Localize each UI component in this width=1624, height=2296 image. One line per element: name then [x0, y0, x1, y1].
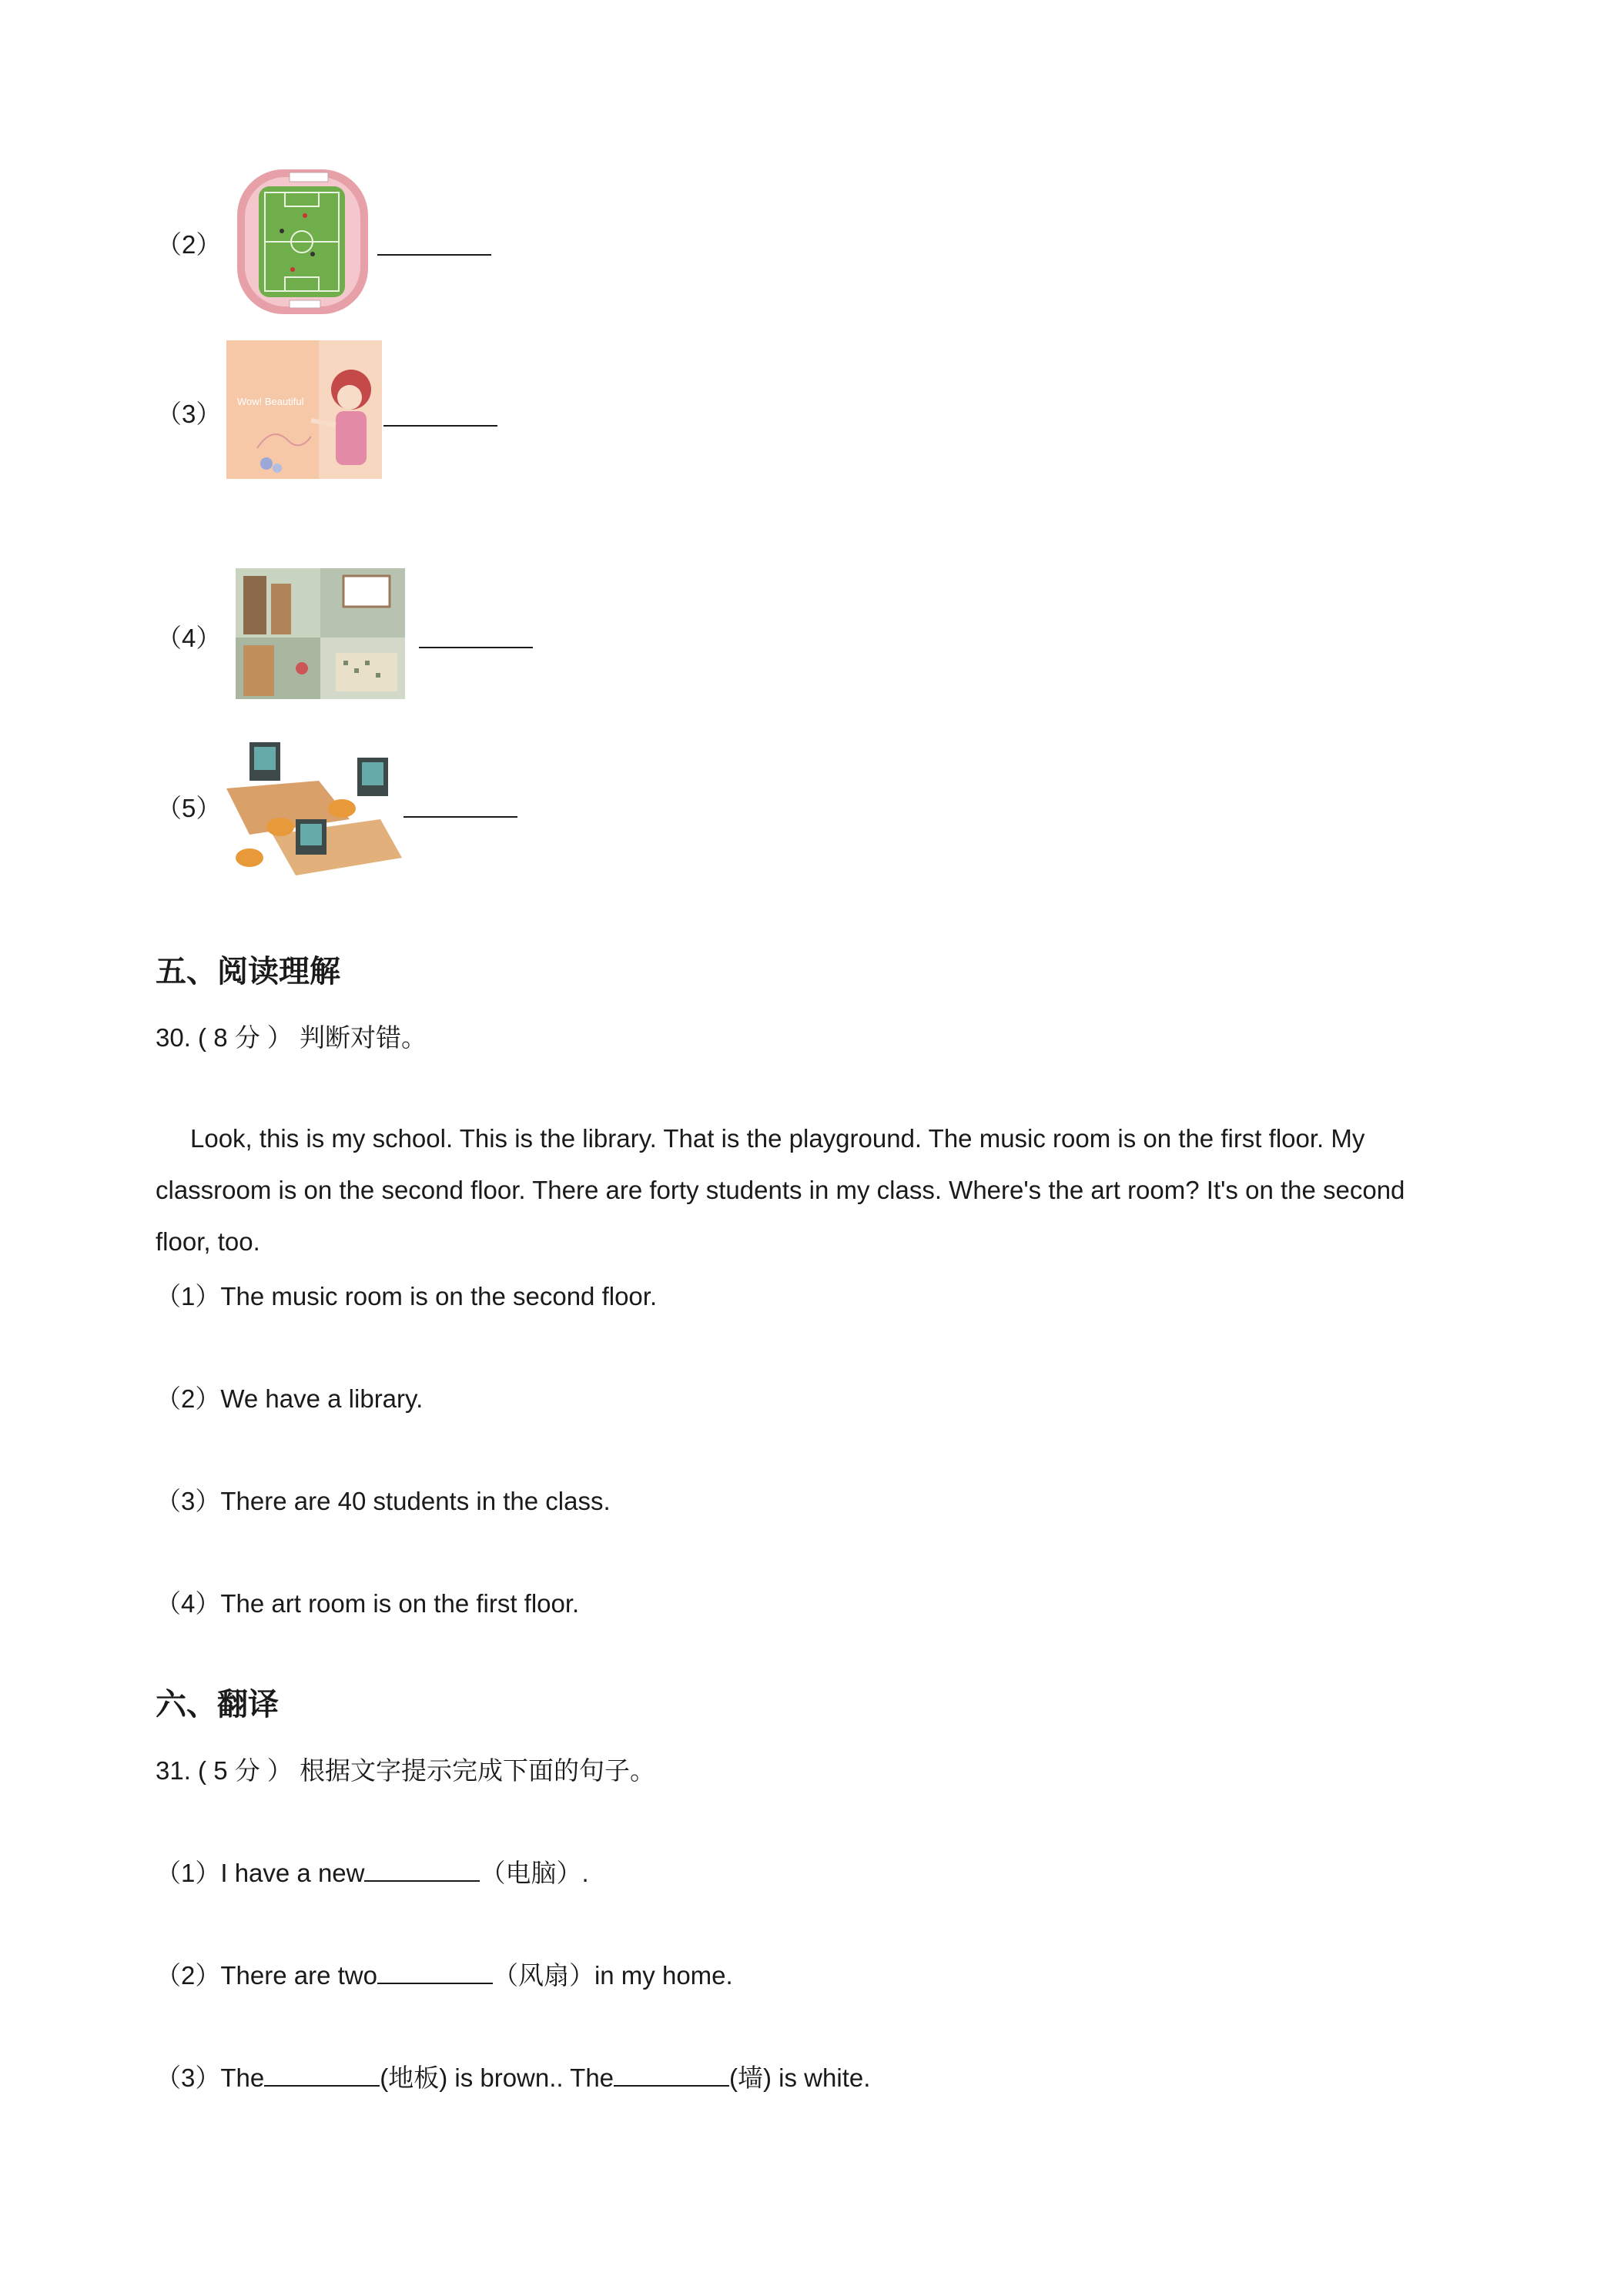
section-6-heading: 六、翻译: [156, 1686, 279, 1722]
playground-picture: [228, 162, 376, 320]
translation-3-hint: (地板) is brown.. The: [380, 2063, 614, 2092]
translation-item-3: [156, 2058, 870, 2094]
translation-1-prefix: （1）I have a new: [156, 1859, 365, 1887]
item-4-number: （4）: [156, 624, 222, 652]
translation-3-blank-floor[interactable]: [264, 2062, 380, 2087]
item-4-blank[interactable]: [419, 624, 533, 648]
item-3-number: （3）: [156, 400, 222, 428]
computer-room-picture: [226, 735, 402, 875]
statement-2: （2）We have a library.: [156, 1384, 424, 1413]
translation-2-blank[interactable]: [377, 1960, 493, 1984]
library-picture: [228, 561, 417, 702]
reading-passage: Look, this is my school. This is the library. That is the playground. The music room is on the first floor. My classroom is on the second floor. There are forty students in my class. Where's the art room? It's on the second floor, too.: [156, 1124, 1405, 1256]
translation-2-prefix: （2）There are two: [156, 1961, 377, 1990]
translation-item-2: [156, 1956, 733, 1992]
question-30: 30. ( 8 分 ） 判断对错。: [156, 1023, 427, 1052]
art-picture-caption: Wow! Beautiful: [237, 396, 304, 407]
translation-2-hint: （风扇）in my home.: [492, 1961, 733, 1990]
translation-item-1: [156, 1853, 589, 1889]
item-3-blank[interactable]: [383, 402, 497, 427]
item-2-blank[interactable]: [377, 231, 491, 256]
art-picture: [226, 340, 382, 479]
translation-1-hint: （电脑）.: [480, 1859, 589, 1887]
question-31: 31. ( 5 分 ） 根据文字提示完成下面的句子。: [156, 1756, 656, 1785]
translation-3-suffix: (墙) is white.: [729, 2063, 871, 2092]
statement-4: （4）The art room is on the first floor.: [156, 1589, 580, 1618]
item-5-number: （5）: [156, 794, 222, 822]
item-5-blank[interactable]: [403, 793, 517, 818]
statement-3: （3）There are 40 students in the class.: [156, 1487, 611, 1515]
translation-3-blank-wall[interactable]: [614, 2062, 729, 2087]
section-5-heading: 五、阅读理解: [156, 953, 340, 989]
translation-3-prefix: （3）The: [156, 2063, 265, 2092]
translation-1-blank[interactable]: [364, 1857, 480, 1882]
item-2-number: （2）: [156, 230, 222, 259]
statement-1: （1）The music room is on the second floor.: [156, 1282, 658, 1310]
